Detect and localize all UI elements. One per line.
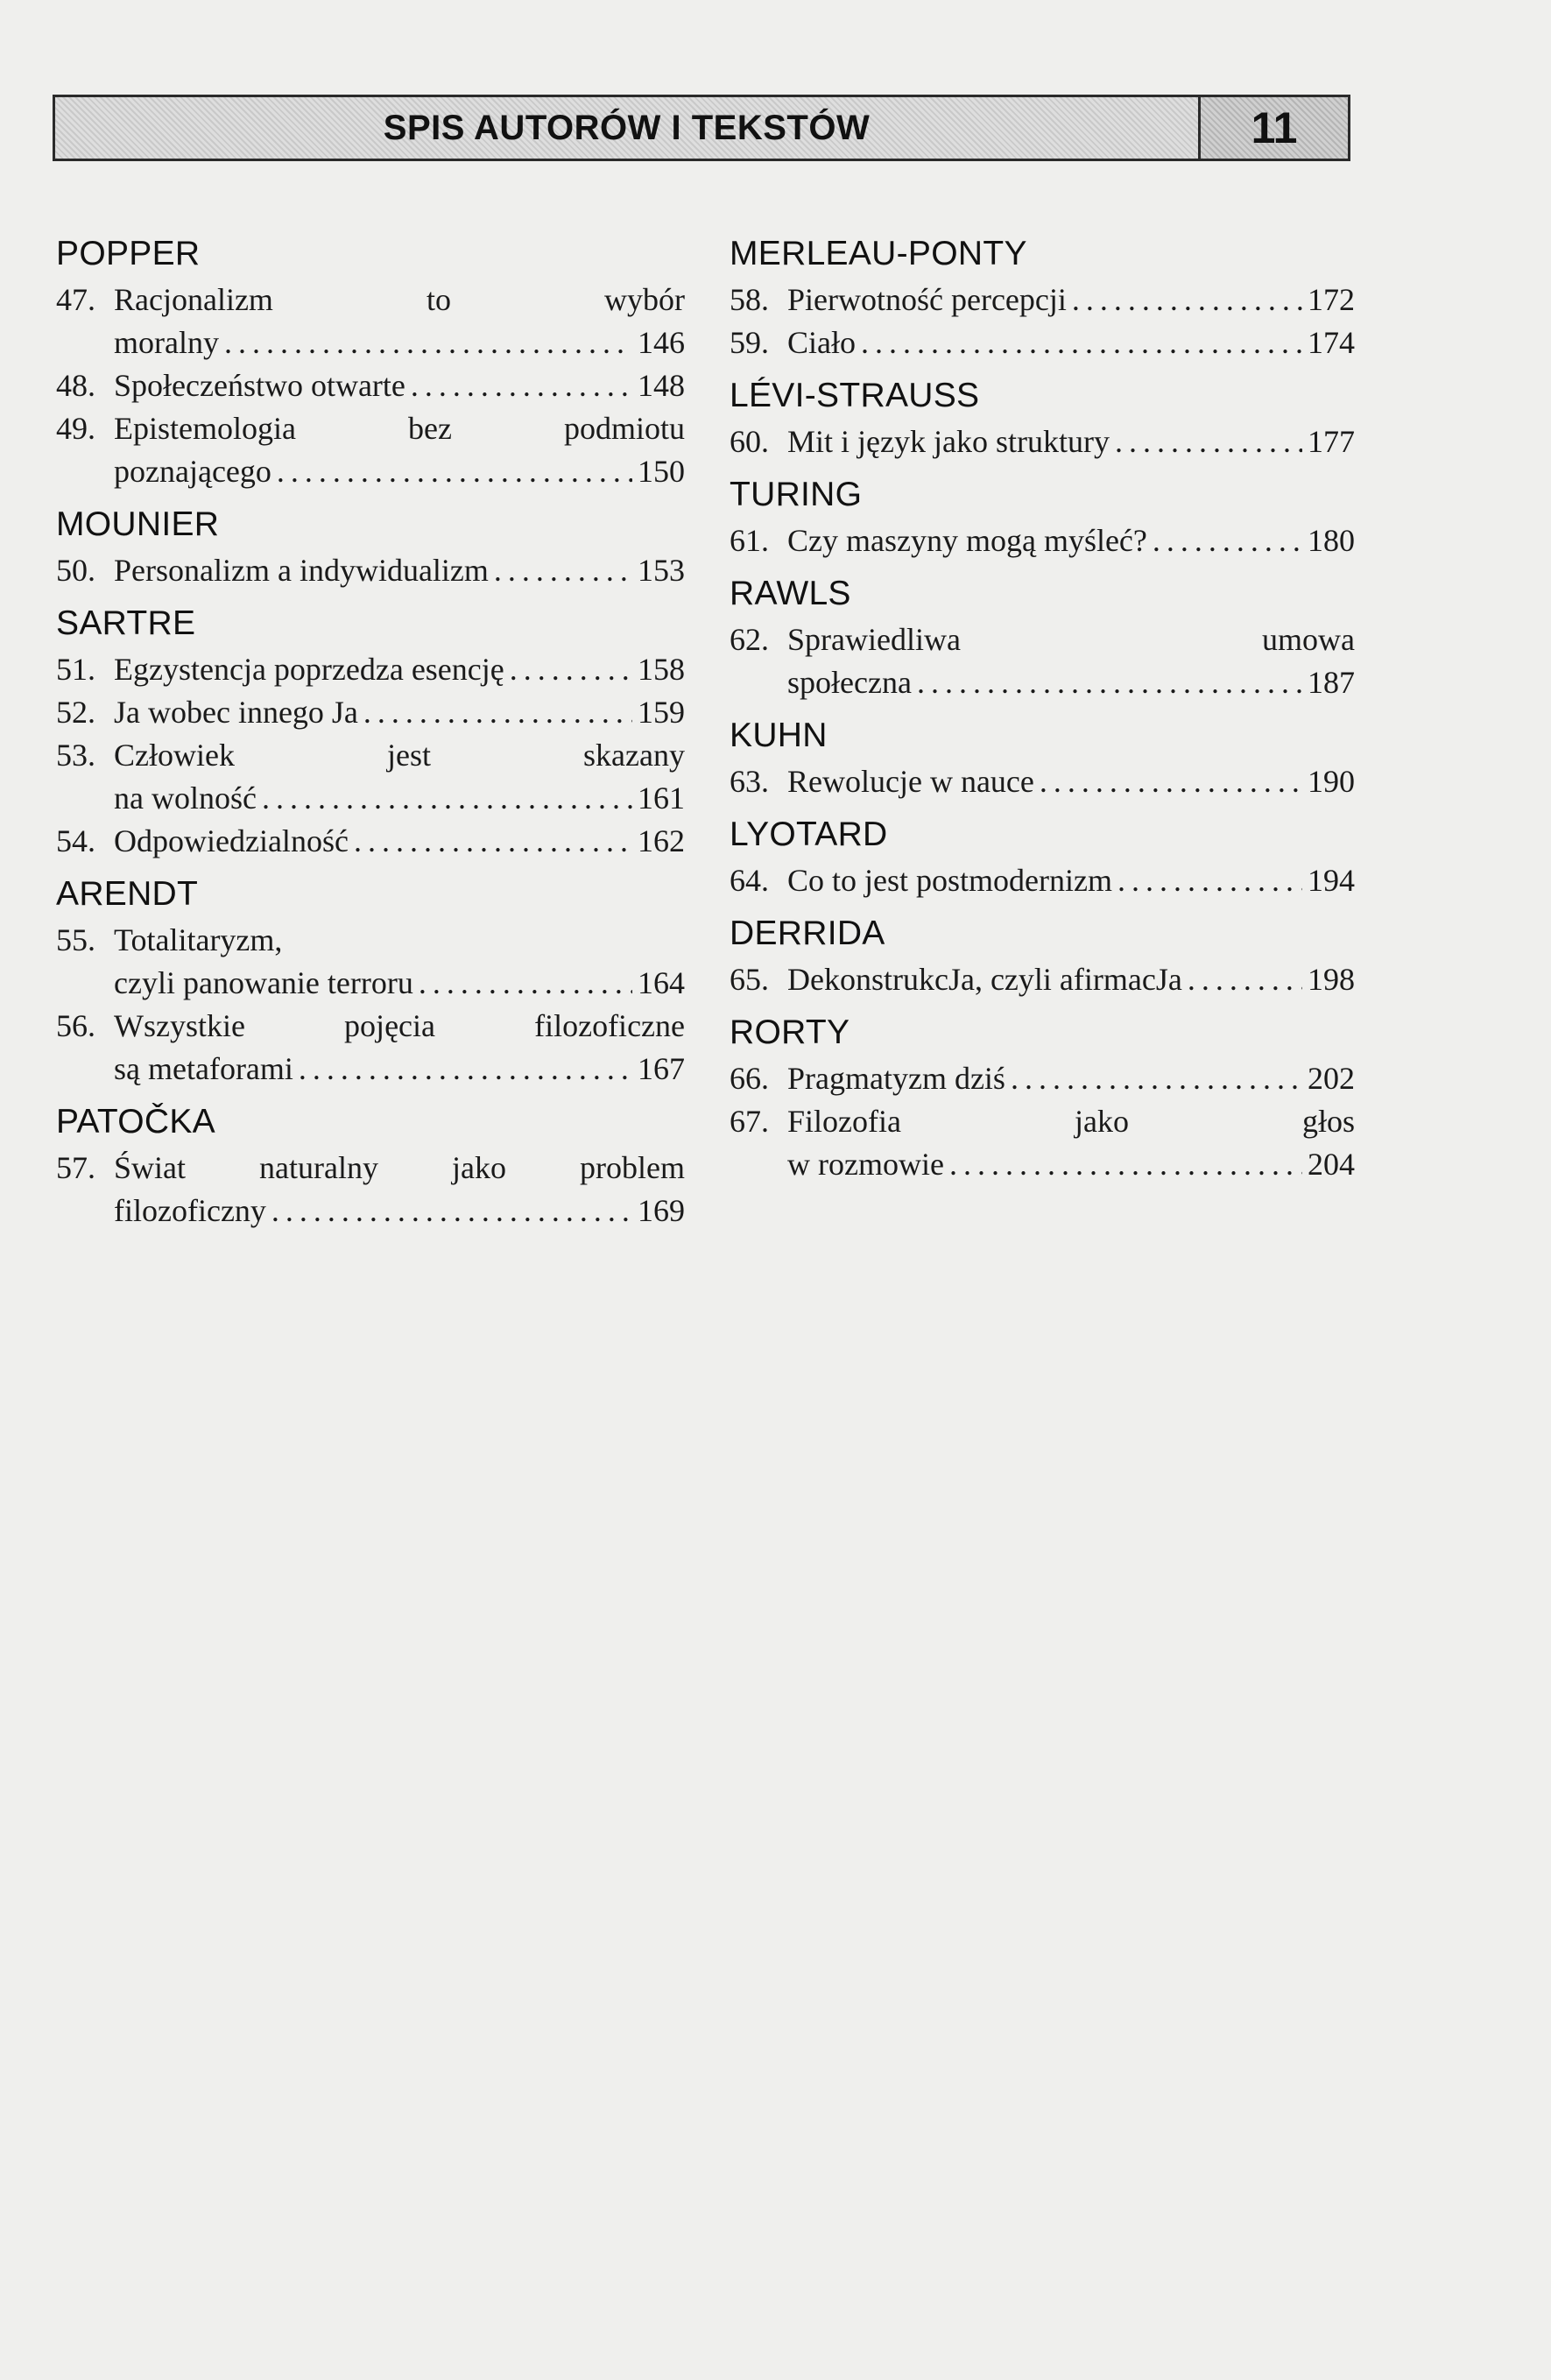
author-section-turing <box>730 470 1355 562</box>
toc-entry[interactable] <box>730 321 1355 364</box>
entry-page-number: 180 <box>1308 523 1355 558</box>
toc-entry[interactable] <box>56 919 685 1005</box>
entry-line <box>56 648 685 691</box>
dot-leader <box>354 820 632 863</box>
entry-title: Ja wobec innego Ja <box>114 695 358 730</box>
author-section-merleau-ponty <box>730 230 1355 364</box>
author-section-arendt <box>56 870 685 1091</box>
entry-title: Pierwotność percepcji <box>787 282 1067 317</box>
author-section-mounier <box>56 500 685 592</box>
entry-page-number: 194 <box>1308 863 1355 898</box>
entry-page-number: 148 <box>638 368 685 403</box>
author-heading: ARENDT <box>56 875 199 913</box>
entry-line <box>730 279 1355 321</box>
entry-title: w rozmowie <box>787 1147 944 1182</box>
dot-leader <box>917 661 1302 704</box>
toc-entry[interactable] <box>56 691 685 734</box>
entry-title: Racjonalizm to wybór <box>114 282 685 317</box>
entry-page-number: 174 <box>1308 325 1355 360</box>
entry-title: Człowiek jest skazany <box>114 738 685 773</box>
entry-number: 62. <box>730 622 769 657</box>
author-section-rawls <box>730 569 1355 704</box>
entry-title: filozoficzny <box>114 1193 266 1228</box>
entry-line <box>730 1057 1355 1100</box>
entry-number: 65. <box>730 962 769 997</box>
entry-line <box>730 1143 1355 1186</box>
author-heading: RORTY <box>730 1013 850 1051</box>
entry-line <box>56 407 685 450</box>
entry-page-number: 202 <box>1308 1061 1355 1096</box>
entry-number: 50. <box>56 553 95 588</box>
entry-title: Świat naturalny jako problem <box>114 1150 685 1185</box>
entry-line <box>56 450 685 493</box>
dot-leader <box>510 648 632 691</box>
entry-page-number: 198 <box>1308 962 1355 997</box>
toc-entry[interactable] <box>56 279 685 364</box>
toc-entry[interactable] <box>730 1100 1355 1186</box>
entry-line <box>56 549 685 592</box>
dot-leader <box>411 364 632 407</box>
entry-title: Co to jest postmodernizm <box>787 863 1112 898</box>
entry-title: Społeczeństwo otwarte <box>114 368 405 403</box>
entry-number: 60. <box>730 424 769 459</box>
entry-line <box>730 661 1355 704</box>
toc-entry[interactable] <box>730 859 1355 902</box>
toc-entry[interactable] <box>56 820 685 863</box>
toc-entry[interactable] <box>730 1057 1355 1100</box>
dot-leader <box>1011 1057 1302 1100</box>
page-number: 11 <box>1198 97 1348 159</box>
author-section-sartre <box>56 599 685 863</box>
toc-entry[interactable] <box>56 1005 685 1091</box>
entry-page-number: 161 <box>638 780 685 816</box>
entry-line <box>56 1147 685 1190</box>
entry-number: 67. <box>730 1104 769 1139</box>
author-heading: RAWLS <box>730 575 851 612</box>
entry-title: Totalitaryzm, <box>114 922 283 957</box>
entry-page-number: 204 <box>1308 1147 1355 1182</box>
author-section-levi-strauss <box>730 371 1355 463</box>
entry-page-number: 159 <box>638 695 685 730</box>
entry-number: 66. <box>730 1061 769 1096</box>
entry-title: moralny <box>114 325 219 360</box>
entry-title: społeczna <box>787 665 912 700</box>
entry-title: Mit i język jako struktury <box>787 424 1110 459</box>
author-heading: LYOTARD <box>730 816 888 853</box>
toc-entry[interactable] <box>730 279 1355 321</box>
entry-line <box>56 321 685 364</box>
toc-entry[interactable] <box>730 519 1355 562</box>
toc-entry[interactable] <box>730 618 1355 704</box>
dot-leader <box>1040 760 1302 803</box>
entry-line <box>730 321 1355 364</box>
author-heading: SARTRE <box>56 604 196 642</box>
entry-line <box>56 919 685 962</box>
dot-leader <box>1188 958 1302 1001</box>
entry-number: 53. <box>56 738 95 773</box>
entry-page-number: 164 <box>638 965 685 1000</box>
entry-title: Personalizm a indywidualizm <box>114 553 489 588</box>
entry-line <box>56 734 685 777</box>
entry-title: poznającego <box>114 454 271 489</box>
entry-page-number: 167 <box>638 1051 685 1086</box>
entry-line <box>730 958 1355 1001</box>
entry-number: 58. <box>730 282 769 317</box>
entry-number: 54. <box>56 823 95 858</box>
entry-title: DekonstrukcJa, czyli afirmacJa <box>787 962 1182 997</box>
entry-page-number: 190 <box>1308 764 1355 799</box>
right-column <box>730 230 1355 1186</box>
entry-page-number: 177 <box>1308 424 1355 459</box>
entry-line <box>56 1190 685 1232</box>
entry-line <box>56 777 685 820</box>
toc-entry[interactable] <box>730 958 1355 1001</box>
author-section-patocka <box>56 1098 685 1232</box>
entry-line <box>56 962 685 1005</box>
entry-title: Czy maszyny mogą myśleć? <box>787 523 1147 558</box>
author-section-derrida <box>730 909 1355 1001</box>
entry-number: 47. <box>56 282 95 317</box>
entry-number: 57. <box>56 1150 95 1185</box>
left-column <box>56 230 685 1232</box>
entry-page-number: 153 <box>638 553 685 588</box>
author-heading: DERRIDA <box>730 915 885 952</box>
entry-title: Ciało <box>787 325 856 360</box>
dot-leader <box>271 1190 632 1232</box>
dot-leader <box>277 450 632 493</box>
entry-number: 63. <box>730 764 769 799</box>
toc-entry[interactable] <box>56 549 685 592</box>
toc-entry[interactable] <box>56 364 685 407</box>
author-section-popper <box>56 230 685 493</box>
running-header <box>53 95 1350 161</box>
entry-number: 56. <box>56 1008 95 1043</box>
entry-line <box>730 519 1355 562</box>
entry-number: 59. <box>730 325 769 360</box>
toc-entry[interactable] <box>730 420 1355 463</box>
author-heading: MERLEAU-PONTY <box>730 235 1027 272</box>
entry-number: 51. <box>56 652 95 687</box>
entry-title: Epistemologia bez podmiotu <box>114 411 685 446</box>
entry-number: 48. <box>56 368 95 403</box>
toc-entry[interactable] <box>56 1147 685 1232</box>
entry-line <box>56 820 685 863</box>
dot-leader <box>861 321 1302 364</box>
toc-entry[interactable] <box>56 734 685 820</box>
header-title: SPIS AUTORÓW I TEKSTÓW <box>383 108 871 147</box>
entry-title: Egzystencja poprzedza esencję <box>114 652 504 687</box>
entry-line <box>56 691 685 734</box>
entry-page-number: 150 <box>638 454 685 489</box>
entry-title: Odpowiedzialność <box>114 823 349 858</box>
entry-line <box>56 364 685 407</box>
author-heading: TURING <box>730 476 863 513</box>
dot-leader <box>262 777 632 820</box>
entry-line <box>730 618 1355 661</box>
entry-title: Rewolucje w nauce <box>787 764 1034 799</box>
author-section-lyotard <box>730 810 1355 902</box>
entry-page-number: 172 <box>1308 282 1355 317</box>
entry-title: Filozofia jako głos <box>787 1104 1355 1139</box>
entry-line <box>730 420 1355 463</box>
dot-leader <box>494 549 632 592</box>
dot-leader <box>363 691 632 734</box>
entry-line <box>56 1048 685 1091</box>
entry-title: Pragmatyzm dziś <box>787 1061 1005 1096</box>
toc-entry[interactable] <box>730 760 1355 803</box>
entry-page-number: 158 <box>638 652 685 687</box>
entry-page-number: 187 <box>1308 665 1355 700</box>
entry-page-number: 146 <box>638 325 685 360</box>
entry-title: Wszystkie pojęcia filozoficzne <box>114 1008 685 1043</box>
entry-number: 61. <box>730 523 769 558</box>
entry-line <box>56 279 685 321</box>
dot-leader <box>299 1048 632 1091</box>
author-section-kuhn <box>730 711 1355 803</box>
entry-number: 49. <box>56 411 95 446</box>
dot-leader <box>224 321 632 364</box>
author-heading: KUHN <box>730 717 828 754</box>
entry-line <box>730 1100 1355 1143</box>
toc-entry[interactable] <box>56 648 685 691</box>
dot-leader <box>419 962 632 1005</box>
dot-leader <box>1115 420 1302 463</box>
entry-page-number: 169 <box>638 1193 685 1228</box>
dot-leader <box>1117 859 1302 902</box>
author-heading: PATOČKA <box>56 1103 215 1141</box>
entry-title: czyli panowanie terroru <box>114 965 413 1000</box>
entry-number: 55. <box>56 922 95 957</box>
entry-line <box>730 859 1355 902</box>
entry-line <box>730 760 1355 803</box>
author-heading: POPPER <box>56 235 201 272</box>
dot-leader <box>1153 519 1302 562</box>
entry-number: 64. <box>730 863 769 898</box>
dot-leader <box>949 1143 1302 1186</box>
author-heading: MOUNIER <box>56 505 220 543</box>
entry-title: na wolność <box>114 780 257 816</box>
entry-line <box>56 1005 685 1048</box>
dot-leader <box>1072 279 1302 321</box>
entry-title: są metaforami <box>114 1051 293 1086</box>
entry-number: 52. <box>56 695 95 730</box>
author-section-rorty <box>730 1008 1355 1186</box>
entry-title: Sprawiedliwa umowa <box>787 622 1355 657</box>
toc-entry[interactable] <box>56 407 685 493</box>
author-heading: LÉVI-STRAUSS <box>730 377 980 414</box>
entry-page-number: 162 <box>638 823 685 858</box>
